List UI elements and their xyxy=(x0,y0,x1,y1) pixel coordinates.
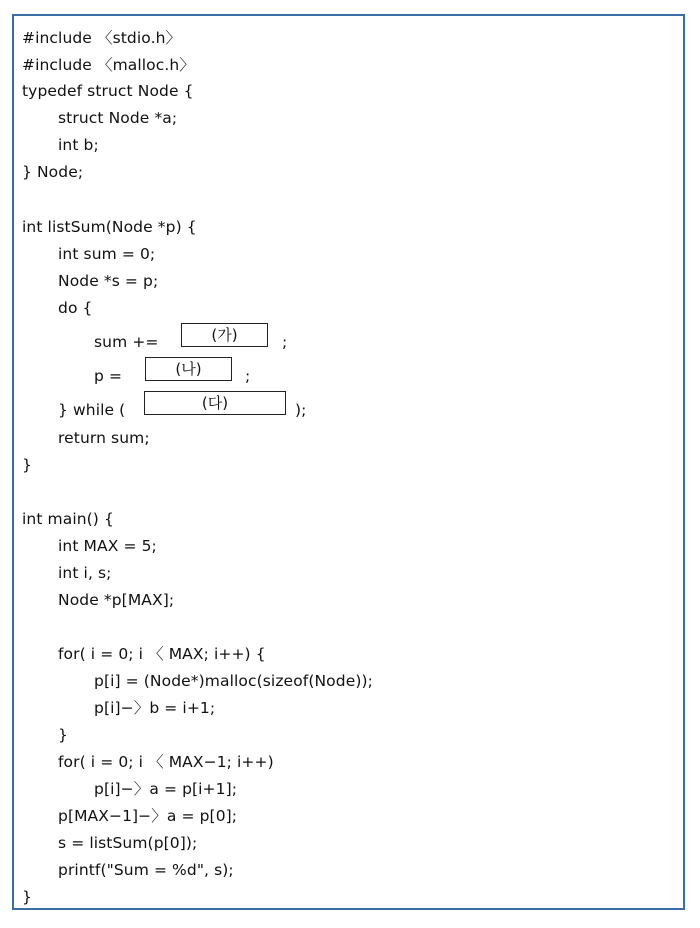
code-line: typedef struct Node { xyxy=(22,82,194,100)
code-line: int b; xyxy=(58,136,99,154)
blank-ga: (가) xyxy=(181,323,268,347)
code-line: } xyxy=(22,456,32,474)
code-line: p[i]−〉a = p[i+1]; xyxy=(94,780,238,798)
code-line: int MAX = 5; xyxy=(58,537,157,555)
code-line: } while ( xyxy=(58,401,131,419)
code-line: int main() { xyxy=(22,510,114,528)
code-line: Node *p[MAX]; xyxy=(58,591,175,609)
code-line: } xyxy=(22,888,32,906)
code-line: printf("Sum = %d", s); xyxy=(58,861,234,879)
code-line: int listSum(Node *p) { xyxy=(22,218,197,236)
code-frame xyxy=(12,14,685,910)
code-line: int sum = 0; xyxy=(58,245,156,263)
code-line: s = listSum(p[0]); xyxy=(58,834,198,852)
code-line: } xyxy=(58,726,68,744)
code-line: p[i]−〉b = i+1; xyxy=(94,699,216,717)
code-line: sum += xyxy=(94,333,164,351)
code-line: for( i = 0; i 〈 MAX; i++) { xyxy=(58,645,266,663)
code-line: p = xyxy=(94,367,128,385)
blank-da: (다) xyxy=(144,391,286,415)
code-line: struct Node *a; xyxy=(58,109,178,127)
code-line: } Node; xyxy=(22,163,84,181)
code-line: Node *s = p; xyxy=(58,272,159,290)
code-line: ; xyxy=(282,333,288,351)
code-block xyxy=(14,16,683,908)
code-line: #include 〈stdio.h〉 xyxy=(22,29,182,47)
code-line: for( i = 0; i 〈 MAX−1; i++) xyxy=(58,753,274,771)
code-line: p[MAX−1]−〉a = p[0]; xyxy=(58,807,238,825)
code-line: ; xyxy=(245,367,251,385)
code-line: int i, s; xyxy=(58,564,112,582)
code-line: do { xyxy=(58,299,93,317)
code-line: p[i] = (Node*)malloc(sizeof(Node)); xyxy=(94,672,373,690)
blank-na: (나) xyxy=(145,357,232,381)
code-line: return sum; xyxy=(58,429,150,447)
code-line: ); xyxy=(290,401,307,419)
code-line: #include 〈malloc.h〉 xyxy=(22,56,195,74)
